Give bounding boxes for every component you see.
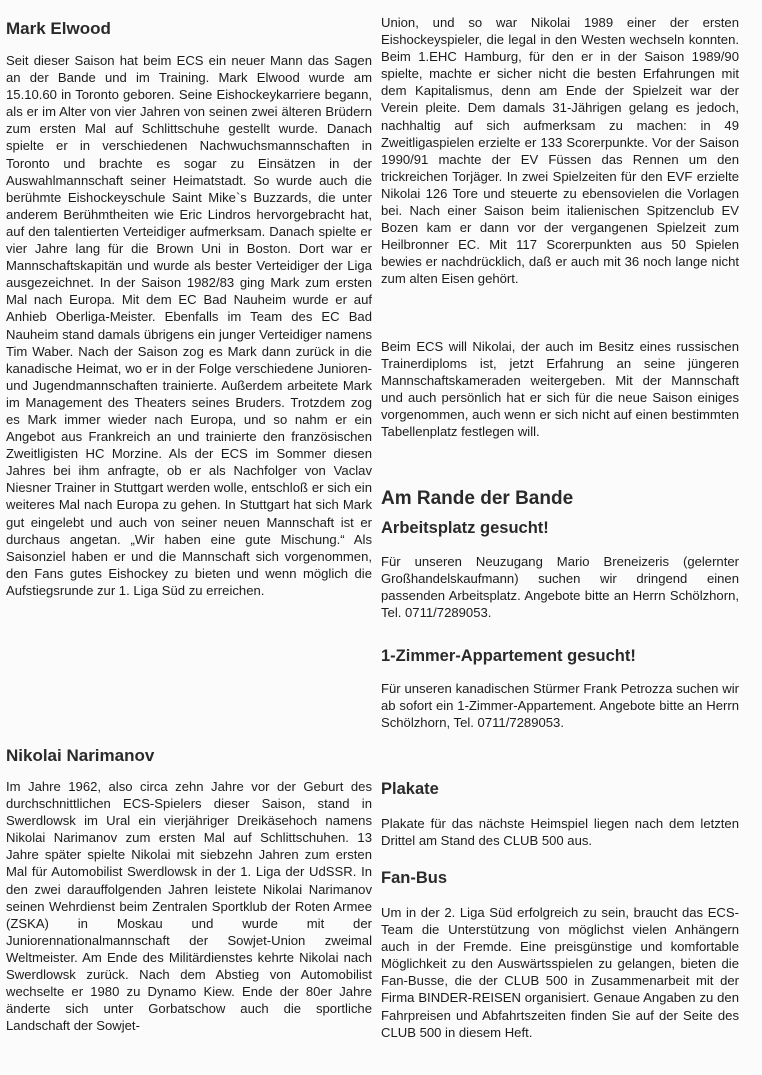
notice-heading-arbeitsplatz: Arbeitsplatz gesucht! <box>381 519 549 537</box>
article-heading-elwood: Mark Elwood <box>6 19 111 38</box>
notice-body-fanbus: Um in der 2. Liga Süd erfolgreich zu sein, braucht das ECS-Team die Unterstützung von möglichst vielen Anhängern auch in der Fremde. Eine preisgünstige und komfortable Möglichkeit zu den Auswärtsspielen zu gelangen, bieten die Fan-Busse, die der CLUB 500 in Zusammenarbeit mit der Firma BINDER-REISEN organisiert. Genaue Angaben zu den Fahrpreisen und Abfahrtszeiten finden Sie auf der Seite des CLUB 500 in diesem Heft. <box>381 905 739 1040</box>
notice-body-arbeitsplatz: Für unseren Neuzugang Mario Breneizeris (gelernter Großhandelskaufmann) suchen wir dringend einen passenden Arbeitsplatz. Angebote bitte an Herrn Schölzhorn, Tel. 0711/7289053. <box>381 554 739 621</box>
article-body-narimanov: Im Jahre 1962, also circa zehn Jahre vor der Geburt des durchschnittlichen ECS-Spielers dieser Saison, stand in Swerdlowsk im Ural ein vierjähriger Dreikäsehoch namens Nikolai Narimanov zum ersten Mal auf Schlittschuhen. 13 Jahre später spielte Nikolai mit siebzehn Jahren zum ersten Mal für Automobilist Swerdlowsk in der 1. Liga der UdSSR. In den zwei darauffolgenden Jahren leistete Nikolai Narimanov seinen Wehrdienst beim Zentralen Sportklub der Roten Armee (ZSKA) in Moskau und wurde mit der Juniorennationalmannschaft der Sowjet-Union zweimal Weltmeister. Am Ende des Militärdienstes kehrte Nikolai nach Swerdlowsk zurück. Nach dem Abstieg von Automobilist wechselte er 1980 zu Dynamo Kiew. Ende der 80er Jahre änderte sich unter Gorbatschow auch die sportliche Landschaft der Sowjet- <box>6 779 372 1034</box>
article-heading-narimanov: Nikolai Narimanov <box>6 746 155 765</box>
notice-heading-appartement: 1-Zimmer-Appartement gesucht! <box>381 647 636 665</box>
article-body-elwood: Seit dieser Saison hat beim ECS ein neuer Mann das Sagen an der Bande und im Training. Mark Elwood wurde am 15.10.60 in Toronto geboren. Seine Eishockeykarriere begann, als er im Alter von vier Jahren von seinen zwei älteren Brüdern zum ersten Mal auf Schlittschuhe gestellt wurde. Danach spielte er in verschiedenen Nachwuchsmannschaften in Toronto und brachte es sogar zu Einsätzen in der Auswahlmannschaft seiner Heimatstadt. So wurde auch die berühmte Eishockeyschule Saint Mike`s Buzzards, die unter anderem Berühmtheiten wie Eric Lindros hervorgebracht hat, auf den talentierten Verteidiger aufmerksam. Danach spielte er vier Jahre lang für die Brown Uni in Boston. Dort war er Mannschaftskapitän und wurde als bester Verteidiger der Liga ausgezeichnet. In der Saison 1982/83 ging Mark zum ersten Mal nach Europa. Mit dem EC Bad Nauheim wurde er auf Anhieb Oberliga-Meister. Ebenfalls im Team des EC Bad Nauheim stand damals übrigens ein junger Verteidiger namens Tim Waber. Nach der Saison zog es Mark dann zurück in die kanadische Heimat, wo er in der Folge verschiedene Junioren- und Jugendmannschaften trainierte. Außerdem arbeitete Mark im Management des Theaters seines Bruders. Trotzdem zog es Mark immer wieder nach Europa, und so nahm er ein Angebot aus Frankreich an und trainierte den französischen Zweitligisten HC Morzine. Als der ECS im Sommer diesen Jahres bei ihm anfragte, ob er als Nachfolger von Vaclav Niesner Trainer in Stuttgart werden wolle, entschloß er sich ein weiteres Mal nach Europa zu gehen. In Stuttgart hat sich Mark gut eingelebt und auch von seiner neuen Mannschaft ist er durchaus angetan. „Wir haben eine gute Mischung.“ Als Saisonziel haben er und die Mannschaft sich vorgenommen, den Fans gutes Eishockey zu bieten und wenn möglich die Aufstiegsrunde zur 1. Liga Süd zu erreichen. <box>6 53 372 598</box>
notice-body-plakate: Plakate für das nächste Heimspiel liegen nach dem letzten Drittel am Stand des CLUB 500 aus. <box>381 816 739 849</box>
article-body-narimanov-end: Beim ECS will Nikolai, der auch im Besitz eines russischen Trainerdiploms ist, jetzt Erfahrung an seine jüngeren Mannschaftskameraden weitergeben. Mit der Mannschaft und auch persönlich hat er sich für die neue Saison einiges vorgenommen, auch wenn er sich nicht auf einen bestimmten Tabellenplatz festlegen will. <box>381 339 739 440</box>
notice-body-appartement: Für unseren kanadischen Stürmer Frank Petrozza suchen wir ab sofort ein 1-Zimmer-Appartement. Angebote bitte an Herrn Schölzhorn, Tel. 0711/7289053. <box>381 681 739 731</box>
notice-heading-plakate: Plakate <box>381 780 439 798</box>
section-title: Am Rande der Bande <box>381 488 574 509</box>
notice-heading-fanbus: Fan-Bus <box>381 869 447 887</box>
article-body-narimanov-continued: Union, und so war Nikolai 1989 einer der ersten Eishockeyspieler, die legal in den Westen wechseln konnten. Beim 1.EHC Hamburg, für den er in der Saison 1989/90 spielte, machte er sicher nicht die besten Erfahrungen mit dem Kapitalismus, denn am Ende der Spielzeit war der Verein pleite. Dem damals 31-Jährigen gelang es jedoch, nachhaltig auf sich aufmerksam zu machen: in 49 Zweitligaspielen erzielte er 133 Scorerpunkte. Vor der Saison 1990/91 machte der EV Füssen das Rennen um den trickreichen Torjäger. In zwei Spielzeiten für den EVF erzielte Nikolai 126 Tore und steuerte zu ebensovielen die Vorlagen bei. Nach einer Saison beim italienischen Spitzenclub EV Bozen kam er dann vor der vergangenen Spielzeit zum Heilbronner EC. Mit 117 Scorerpunkten aus 50 Spielen bewies er nachdrücklich, daß er auch mit 36 noch lange nicht zum alten Eisen gehört. <box>381 15 739 287</box>
